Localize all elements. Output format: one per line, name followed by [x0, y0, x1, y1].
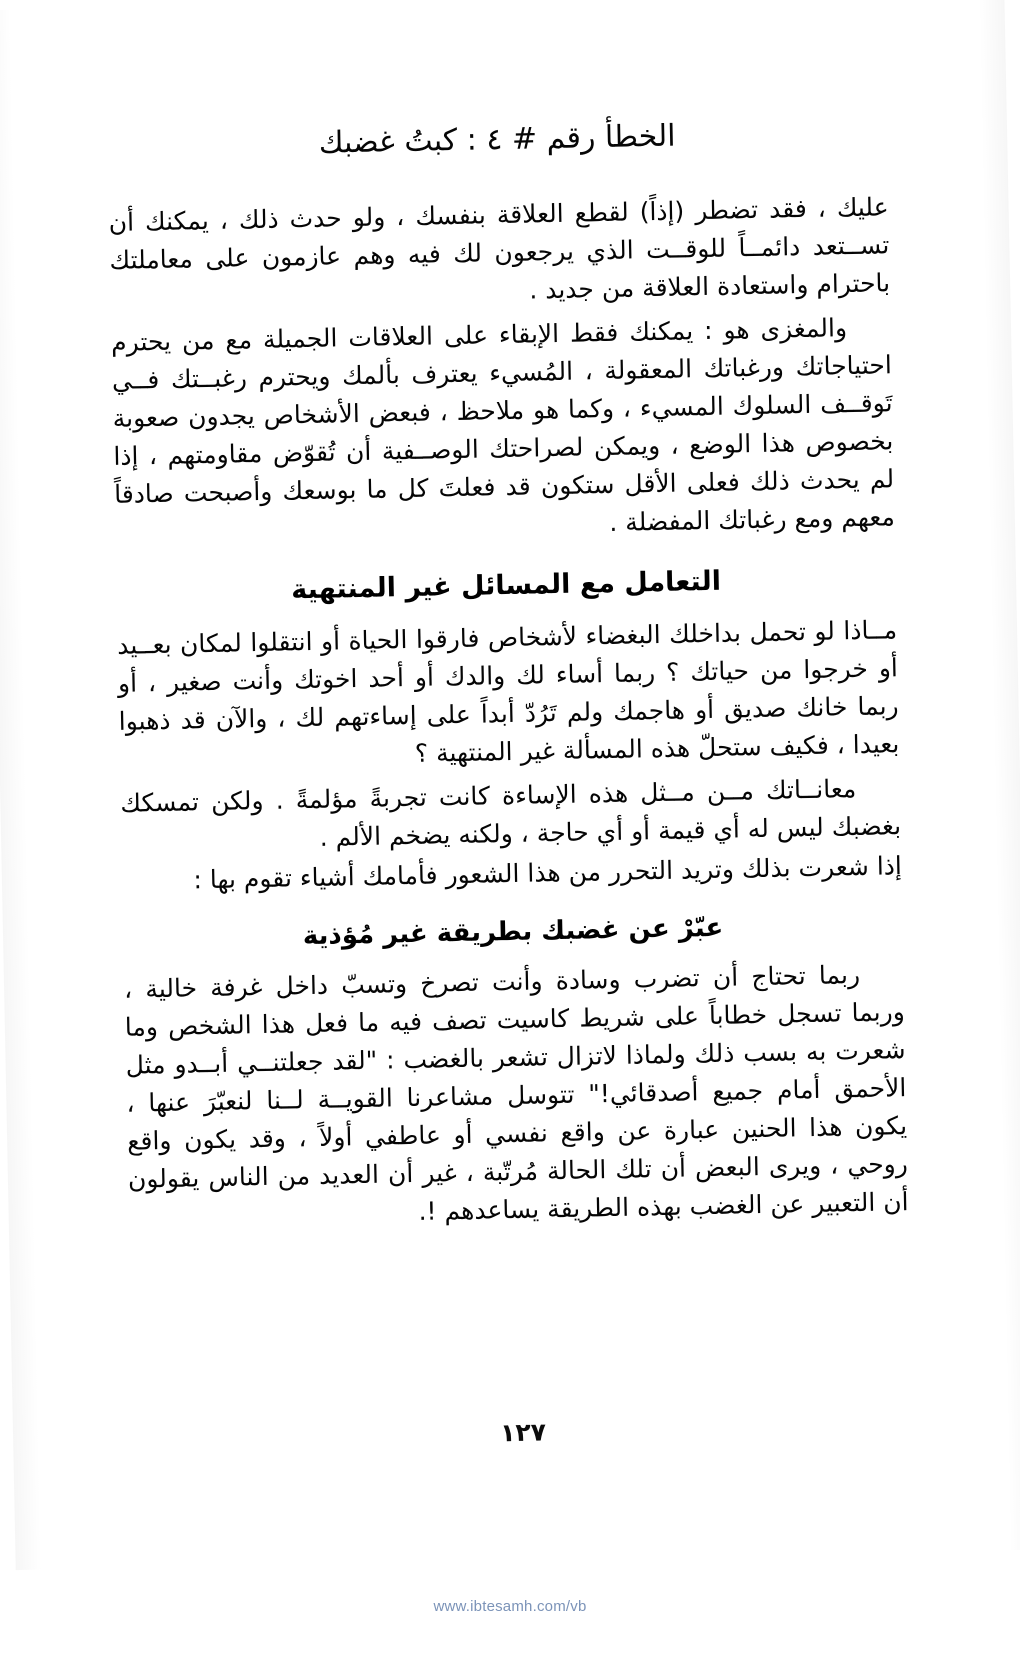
site-watermark: www.ibtesamh.com/vb	[433, 1598, 587, 1615]
scan-edge-shadow-left	[0, 10, 42, 1570]
body-paragraph-3: مــاذا لو تحمل بداخلك البغضاء لأشخاص فارقوا الحياة أو انتقلوا لمكان بعــيد أو خرجوا من حياتك ؟ ربما أساء لك والدك أو أحد اخوتك وأنت صغير ، أو ربما خانك صديق أو هاجمك ولم تَرُدّ أبداً على إساءتهم لك ، والآن قد ذهبوا بعيدا ، فكيف ستحلّ هذه المسألة غير المنتهية ؟	[116, 614, 900, 768]
body-paragraph-2: والمغزى هو : يمكنك فقط الإبقاء على العلاقات الجميلة مع من يحترم احتياجاتك ورغباتك المعقولة ، المُسيء يعترف بألمك ويحترم رغبــتك فــي تَوقــف السلوك المسيء ، وكما هو ملاحظ ، فبعض الأشخاص يجدون صعوبة بخصوص هذا الوضع ، ويمكن لصراحتك الوصــفية أن تُقوّض مقاومتهم ، إذا لم يحدث ذلك فعلى الأقل ستكون قد فعلتَ كل ما بوسعك وأصبحت صادقاً معهم ومع رغباتك المفضلة .	[110, 312, 896, 537]
body-paragraph-5: إذا شعرت بذلك وتريد التحرر من هذا الشعور فأمامك أشياء تقوم بها :	[193, 850, 903, 894]
chapter-title: الخطأ رقم # ٤ : كبتُ غضبك	[318, 118, 676, 161]
scan-edge-shadow-right	[978, 0, 1020, 1550]
body-paragraph-1: عليك ، فقد تضطر (إذاً) لقطع العلاقة بنفسك ، ولو حدث ذلك ، يمكنك أن تســتعد دائمــاً للوقــت الذي يرجعون لك فيه وهم عازمون على معاملتك باحترام واستعادة العلاقة من جديد .	[108, 191, 891, 305]
section-heading-unfinished-business: التعامل مع المسائل غير المنتهية	[290, 565, 722, 605]
body-paragraph-4: معانــاتك مــن مــثل هذه الإساءة كانت تجربةً مؤلمةً . ولكن تمسكك بغضبك ليس له أي قيمة أو أي حاجة ، ولكنه يضخم الألم .	[120, 773, 902, 852]
section-heading-express-anger: عبّرْ عن غضبك بطريقة غير مُؤذية	[302, 912, 724, 951]
body-paragraph-6: ربما تحتاج أن تضرب وسادة وأنت تصرخ وتسبّ داخل غرفة خالية ، وربما تسجل خطاباً على شريط كاسيت تصف فيه ما فعل هذا الشخص وما شعرت به بسب ذلك ولماذا لاتزال تشعر بالغضب : "لقد جعلتنــي أبــدو مثل الأحمق أمام جميع أصدقائي!" تتوسل مشاعرنا القويــة لــنا لنعبّرَ عنها ، يكون هذا الحنين عبارة عن واقع نفسي أو عاطفي أولاً ، وقد يكون واقع روحي ، ويرى البعض أن تلك الحالة مُرتّبة ، غير أن العديد من الناس يقولون أن التعبير عن الغضب بهذه الطريقة يساعدهم !.	[123, 959, 909, 1226]
page-number: ١٢٧	[499, 1417, 547, 1448]
page-text-column	[107, 110, 909, 1242]
